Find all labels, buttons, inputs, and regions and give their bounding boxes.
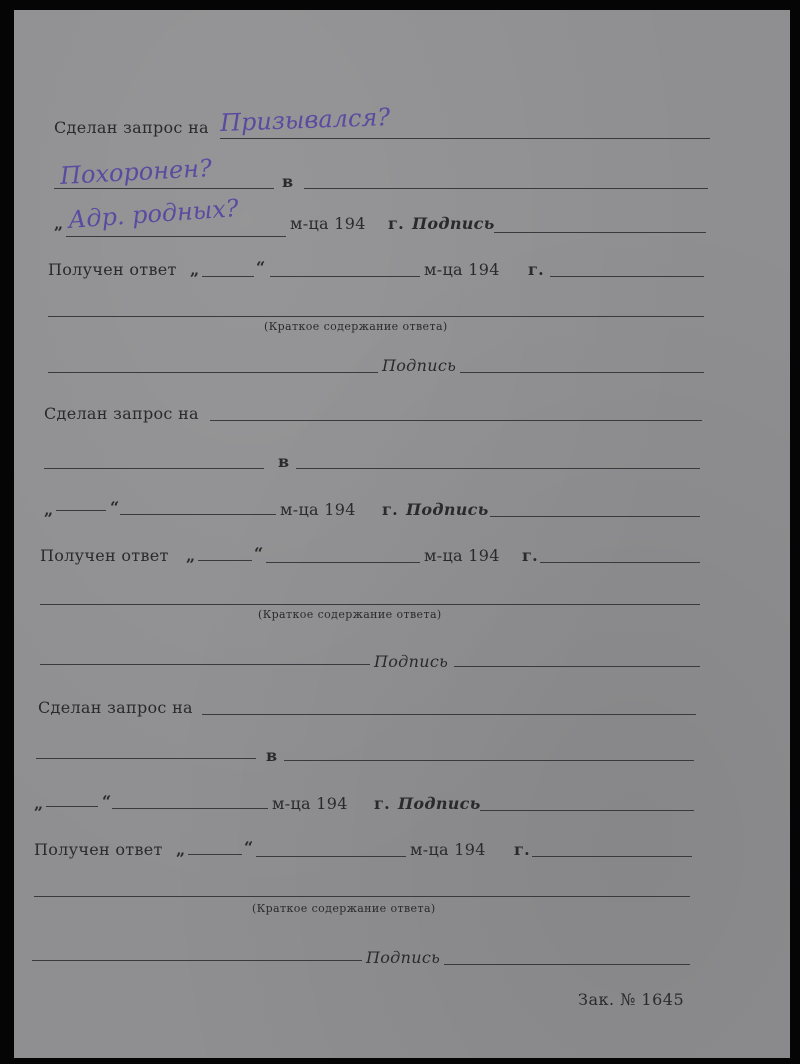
summary-label-3: (Краткое содержание ответа) <box>252 902 436 915</box>
answer-day-line-1 <box>202 276 254 277</box>
month-year-label-5: м-ца 194 <box>272 794 348 813</box>
close-quote-4: “ <box>254 544 264 563</box>
request-subject-line-2 <box>210 420 702 421</box>
signature-label-4: Подпись <box>374 652 449 671</box>
signature-label-3: Подпись <box>406 500 489 519</box>
summary-label-1: (Краткое содержание ответа) <box>264 320 448 333</box>
year-suffix-2: г. <box>528 260 544 279</box>
request-subject-line-1 <box>220 138 710 139</box>
year-suffix-3: г. <box>382 500 398 519</box>
close-quote-2: “ <box>256 258 266 277</box>
request-addressee-line-2 <box>44 468 264 469</box>
signature-label-2: Подпись <box>382 356 457 375</box>
answer-extra-line-1 <box>550 276 704 277</box>
in-label-3: в <box>266 746 278 765</box>
signature-label-6: Подпись <box>366 948 441 967</box>
signature-line-4 <box>454 666 700 667</box>
month-year-label-6: м-ца 194 <box>410 840 486 859</box>
handwritten-note-1: Призывался? <box>219 103 391 137</box>
request-addressee-line-1 <box>54 188 274 189</box>
signature-line-1 <box>494 232 706 233</box>
answer-month-line-2 <box>266 562 420 563</box>
year-suffix-4: г. <box>522 546 538 565</box>
year-suffix-5: г. <box>374 794 390 813</box>
signature-line-2 <box>460 372 704 373</box>
request-addressee-line-3 <box>36 758 256 759</box>
answer-day-line-3 <box>188 854 242 855</box>
request-date-line-1 <box>66 236 286 237</box>
signature-label-5: Подпись <box>398 794 481 813</box>
summary-line-2 <box>48 372 378 373</box>
request-made-label-3: Сделан запрос на <box>38 698 193 717</box>
answer-day-line-2 <box>198 560 252 561</box>
answer-extra-line-2 <box>540 562 700 563</box>
month-year-label-3: м-ца 194 <box>280 500 356 519</box>
answer-month-line-3 <box>256 856 406 857</box>
request-subject-line-3 <box>202 714 696 715</box>
year-suffix-6: г. <box>514 840 530 859</box>
signature-line-5 <box>480 810 694 811</box>
signature-label-1: Подпись <box>412 214 495 233</box>
answer-extra-line-3 <box>532 856 692 857</box>
signature-line-6 <box>444 964 690 965</box>
summary-line-1 <box>48 316 704 317</box>
form-sheet <box>14 10 790 1058</box>
month-year-label-2: м-ца 194 <box>424 260 500 279</box>
in-label-2: в <box>278 452 290 471</box>
signature-line-3 <box>490 516 700 517</box>
request-day-line-2 <box>56 510 106 511</box>
handwritten-note-3: Адр. родных? <box>67 194 240 234</box>
answer-month-line-1 <box>270 276 420 277</box>
summary-label-2: (Краткое содержание ответа) <box>258 608 442 621</box>
summary-line-3 <box>40 604 700 605</box>
request-month-line-3 <box>112 808 268 809</box>
year-suffix-1: г. <box>388 214 404 233</box>
summary-line-6 <box>32 960 362 961</box>
summary-line-4 <box>40 664 370 665</box>
answer-received-label-2: Получен ответ <box>40 546 169 565</box>
open-quote-2: „ <box>190 260 200 279</box>
month-year-label-4: м-ца 194 <box>424 546 500 565</box>
open-quote-4: „ <box>186 546 196 565</box>
order-number: Зак. № 1645 <box>578 990 685 1009</box>
request-made-label-2: Сделан запрос на <box>44 404 199 423</box>
request-place-line-3 <box>284 760 694 761</box>
open-quote-5: „ <box>34 794 44 813</box>
month-year-label-1: м-ца 194 <box>290 214 366 233</box>
open-quote-3: „ <box>44 500 54 519</box>
close-quote-6: “ <box>244 838 254 857</box>
answer-received-label-1: Получен ответ <box>48 260 177 279</box>
close-quote-3: “ <box>110 498 120 517</box>
handwritten-note-2: Похоронен? <box>59 154 213 190</box>
request-made-label-1: Сделан запрос на <box>54 118 209 137</box>
request-place-line-2 <box>296 468 700 469</box>
answer-received-label-3: Получен ответ <box>34 840 163 859</box>
summary-line-5 <box>34 896 690 897</box>
close-quote-5: “ <box>102 792 112 811</box>
request-place-line-1 <box>304 188 708 189</box>
in-label-1: в <box>282 172 294 191</box>
open-quote-1: „ <box>54 214 64 233</box>
request-day-line-3 <box>46 806 98 807</box>
request-month-line-2 <box>120 514 276 515</box>
open-quote-6: „ <box>176 840 186 859</box>
